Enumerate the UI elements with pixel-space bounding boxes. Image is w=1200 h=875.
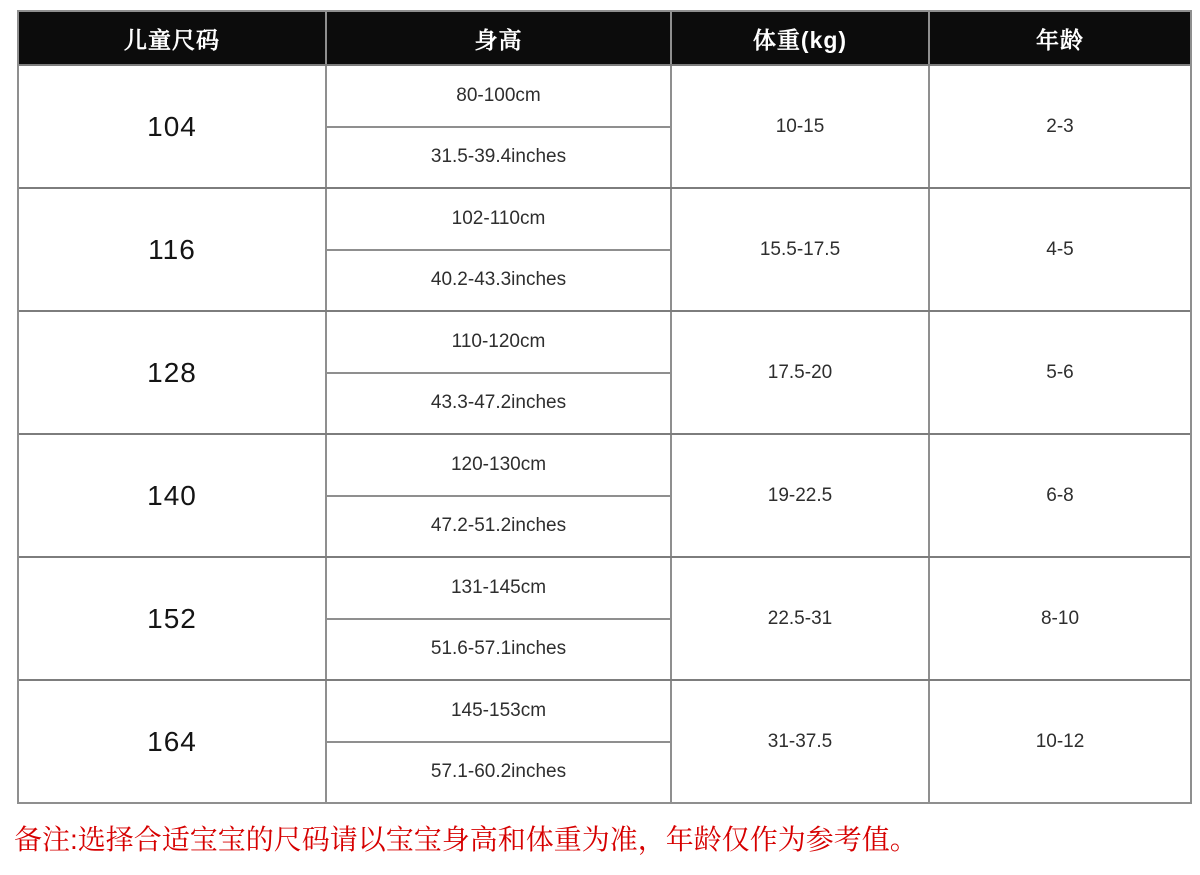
height-inches-value: 31.5-39.4inches	[327, 126, 670, 188]
height-cell	[325, 66, 670, 187]
weight-cell: 10-15	[670, 66, 928, 187]
age-cell: 4-5	[928, 189, 1190, 310]
table-row	[19, 433, 1190, 556]
height-cm-value: 131-145cm	[450, 576, 547, 598]
header-cell-height: 身高	[325, 12, 670, 64]
height-cm-value: 80-100cm	[456, 84, 541, 106]
age-cell: 2-3	[928, 66, 1190, 187]
weight-cell: 15.5-17.5	[670, 189, 928, 310]
weight-cell: 31-37.5	[670, 681, 928, 802]
table-row	[19, 310, 1190, 433]
size-cell: 128	[147, 356, 197, 388]
size-cell: 104	[147, 110, 197, 142]
weight-cell: 17.5-20	[670, 312, 928, 433]
children-size-table	[17, 10, 1192, 804]
weight-cell: 19-22.5	[670, 435, 928, 556]
height-cell	[325, 435, 670, 556]
header-cell-age: 年龄	[928, 12, 1190, 64]
height-cm-value: 110-120cm	[451, 330, 546, 352]
height-cm-value: 120-130cm	[450, 453, 547, 475]
height-inches-value: 57.1-60.2inches	[327, 741, 670, 803]
header-cell-size: 儿童尺码	[124, 26, 220, 53]
table-row	[19, 679, 1190, 802]
table-row	[19, 64, 1190, 187]
age-cell: 6-8	[928, 435, 1190, 556]
height-cell	[325, 681, 670, 802]
table-row	[19, 187, 1190, 310]
age-cell: 8-10	[928, 558, 1190, 679]
height-cm-value: 102-110cm	[451, 207, 546, 229]
size-cell: 140	[147, 479, 197, 511]
height-cell	[325, 189, 670, 310]
table-header-row	[19, 12, 1190, 64]
height-inches-value: 40.2-43.3inches	[327, 249, 670, 311]
height-cell	[325, 312, 670, 433]
height-cm-value: 145-153cm	[450, 699, 547, 721]
height-inches-value: 47.2-51.2inches	[327, 495, 670, 557]
size-cell: 152	[147, 602, 197, 634]
age-cell: 5-6	[928, 312, 1190, 433]
size-cell: 164	[147, 725, 197, 757]
table-row	[19, 556, 1190, 679]
height-cell	[325, 558, 670, 679]
weight-cell: 22.5-31	[670, 558, 928, 679]
header-cell-weight: 体重(kg)	[670, 12, 928, 64]
height-inches-value: 51.6-57.1inches	[327, 618, 670, 680]
height-inches-value: 43.3-47.2inches	[327, 372, 670, 434]
size-cell: 116	[148, 233, 196, 265]
size-chart-note: 备注:选择合适宝宝的尺码请以宝宝身高和体重为准，年龄仅作为参考值。	[14, 824, 918, 855]
age-cell: 10-12	[928, 681, 1190, 802]
